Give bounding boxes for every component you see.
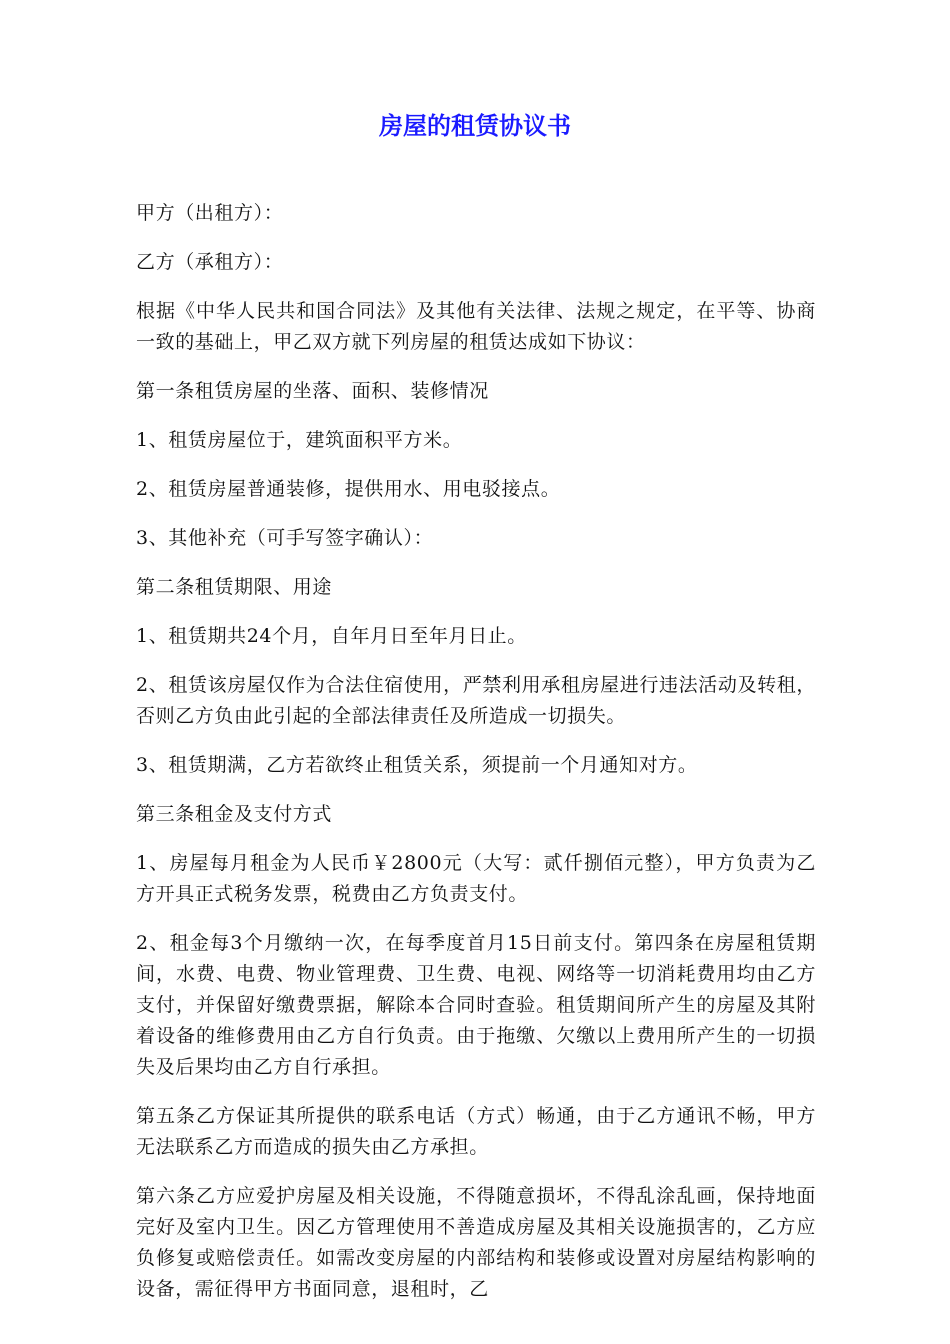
article-1-heading: 第一条租赁房屋的坐落、面积、装修情况 (136, 380, 489, 402)
article-5-paragraph: 第五条乙方保证其所提供的联系电话（方式）畅通，由于乙方通讯不畅，甲方无法联系乙方而造成的损失由乙方承担。 (136, 1105, 816, 1158)
article-2-heading: 第二条租赁期限、用途 (136, 576, 333, 598)
article-2-item-2: 2、租赁该房屋仅作为合法住宿使用，严禁利用承租房屋进行违法活动及转租，否则乙方负由此引起的全部法律责任及所造成一切损失。 (136, 674, 816, 727)
article-3-item-2: 2、租金每3个月缴纳一次，在每季度首月15日前支付。第四条在房屋租赁期间，水费、电费、物业管理费、卫生费、电视、网络等一切消耗费用均由乙方支付，并保留好缴费票据，解除本合同时查验。租赁期间所产生的房屋及其附着设备的维修费用由乙方自行负责。由于拖缴、欠缴以上费用所产生的一切损失及后果均由乙方自行承担。 (136, 932, 816, 1078)
article-2-item-1: 1、租赁期共24个月，自年月日至年月日止。 (136, 625, 527, 647)
paragraph-preamble: 根据《中华人民共和国合同法》及其他有关法律、法规之规定，在平等、协商一致的基础上，甲乙双方就下列房屋的租赁达成如下协议： (136, 300, 816, 353)
document-body (136, 198, 816, 1323)
article-1-item-2: 2、租赁房屋普通装修，提供用水、用电驳接点。 (136, 478, 561, 500)
paragraph-party-b: 乙方（承租方）： (136, 251, 284, 273)
paragraph-party-a: 甲方（出租方）： (136, 202, 284, 224)
article-6-paragraph: 第六条乙方应爱护房屋及相关设施，不得随意损坏，不得乱涂乱画，保持地面完好及室内卫生。因乙方管理使用不善造成房屋及其相关设施损害的，乙方应负修复或赔偿责任。如需改变房屋的内部结构和装修或设置对房屋结构影响的设备，需征得甲方书面同意，退租时，乙 (136, 1185, 816, 1300)
article-3-item-1: 1、房屋每月租金为人民币￥2800元（大写：贰仟捌佰元整），甲方负责为乙方开具正式税务发票，税费由乙方负责支付。 (136, 852, 816, 905)
article-3-heading: 第三条租金及支付方式 (136, 803, 333, 825)
article-2-item-3: 3、租赁期满，乙方若欲终止租赁关系，须提前一个月通知对方。 (136, 754, 698, 776)
article-1-item-3: 3、其他补充（可手写签字确认）： (136, 527, 434, 549)
article-1-item-1: 1、租赁房屋位于，建筑面积平方米。 (136, 429, 463, 451)
document-title: 房屋的租赁协议书 (379, 112, 571, 140)
